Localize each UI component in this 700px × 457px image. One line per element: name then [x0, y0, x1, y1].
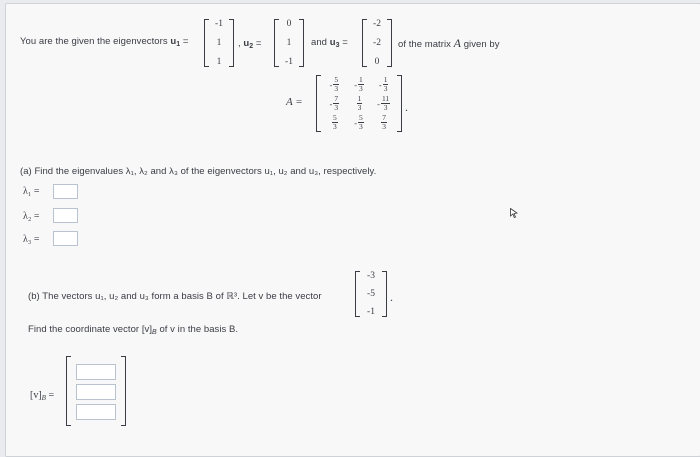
part-b-question: (b) The vectors u₁, u₂ and u₃ form a basis B of ℝ³. Let v be the vector: [28, 291, 322, 302]
lambda1-input[interactable]: [53, 184, 78, 199]
matrix-a-entry-sign: -: [329, 98, 333, 109]
matrix-a-entry: [331, 114, 338, 131]
u3-entry: 0: [374, 57, 380, 67]
matrix-a-fraction: [332, 114, 338, 131]
matrix-a-label: A =: [286, 96, 303, 108]
matrix-a-fraction: [381, 95, 390, 112]
matrix-a-fraction: [381, 114, 387, 131]
matrix-a-denominator: 3: [357, 103, 362, 112]
matrix-a-denominator: 3: [383, 84, 388, 93]
v-vector: [355, 271, 387, 317]
lambda1-label: λ₁ =: [23, 186, 40, 197]
lambda2-label: λ₂ =: [23, 211, 40, 222]
matrix-a-entry: [330, 95, 340, 112]
lambda3-label: λ₃ =: [23, 234, 40, 245]
matrix-a-entry: [354, 76, 364, 93]
u3-entry: -2: [373, 19, 381, 29]
intro-text-end: of the matrix A given by: [398, 36, 500, 50]
matrix-a-numerator: 1: [383, 75, 388, 84]
u1-vector: [204, 19, 234, 67]
matrix-a-fraction: [333, 76, 339, 93]
matrix-a-entry: [330, 76, 340, 93]
matrix-a-entry-sign: -: [378, 79, 382, 90]
matrix-a-denominator: 3: [332, 122, 337, 131]
matrix-a-numerator: 11: [381, 94, 390, 103]
u1-entry: 1: [216, 57, 222, 67]
matrix-a-fraction: [383, 76, 389, 93]
matrix-a-denominator: 3: [334, 103, 339, 112]
matrix-a-entry: [377, 95, 390, 112]
matrix-a-denominator: 3: [382, 122, 387, 131]
v-period: .: [390, 290, 393, 304]
matrix-a-entry-sign: -: [354, 117, 358, 128]
matrix-a-entry-sign: -: [377, 98, 380, 109]
u1-entry: -1: [215, 19, 223, 29]
u2-entry: 1: [286, 38, 292, 48]
matrix-a-numerator: 7: [334, 94, 339, 103]
matrix-a-entry-sign: -: [329, 79, 333, 90]
vb-label: $[v]_B$ =: [30, 390, 55, 402]
v-entry: -5: [367, 289, 375, 299]
v-entry: -3: [367, 271, 375, 281]
u2-vector: [274, 19, 304, 67]
matrix-a-entry: [354, 114, 364, 131]
matrix-a-entry: [380, 114, 387, 131]
part-b-find-text: Find the coordinate vector $[v]_B$ of v in the basis B.: [28, 324, 239, 336]
vb-input-2[interactable]: [76, 384, 116, 400]
matrix-a-numerator: 5: [359, 113, 363, 122]
part-a-question: (a) Find the eigenvalues λ₁, λ₂ and λ₃ of the eigenvectors u₁, u₂ and u₃, respectively.: [20, 166, 377, 177]
matrix-a-fraction: [358, 76, 364, 93]
matrix-a-denominator: 3: [359, 122, 363, 131]
matrix-a-numerator: 1: [359, 75, 363, 84]
matrix-a-fraction: [357, 95, 363, 112]
matrix-a-denominator: 3: [334, 84, 339, 93]
u3-entry: -2: [373, 38, 381, 48]
matrix-a-numerator: 7: [382, 113, 387, 122]
vb-input-1[interactable]: [76, 364, 116, 380]
matrix-a-entry: [356, 95, 363, 112]
matrix-a-numerator: 5: [332, 113, 337, 122]
u2-entry: -1: [285, 57, 293, 67]
vb-input-3[interactable]: [76, 404, 116, 420]
u3-label: and $u_3$ =: [311, 37, 348, 49]
matrix-a: [316, 75, 402, 132]
matrix-a-entry: [379, 76, 389, 93]
matrix-a-fraction: [358, 114, 364, 131]
matrix-a-denominator: 3: [359, 84, 363, 93]
intro-text-start: You are the given the eigenvectors $u_1$ =: [20, 36, 189, 48]
matrix-a-numerator: 5: [334, 75, 339, 84]
matrix-a-numerator: 1: [357, 94, 362, 103]
u3-vector: [362, 19, 392, 67]
u2-label: , $u_2$ =: [238, 38, 262, 50]
matrix-a-period: .: [405, 100, 408, 114]
u1-entry: 1: [216, 38, 222, 48]
matrix-a-entry-sign: -: [354, 79, 358, 90]
matrix-a-denominator: 3: [383, 103, 388, 112]
v-entry: -1: [367, 307, 375, 317]
lambda3-input[interactable]: [53, 231, 78, 246]
matrix-a-fraction: [333, 95, 339, 112]
u2-entry: 0: [286, 19, 292, 29]
lambda2-input[interactable]: [53, 208, 78, 223]
mouse-cursor-icon: [510, 208, 518, 218]
